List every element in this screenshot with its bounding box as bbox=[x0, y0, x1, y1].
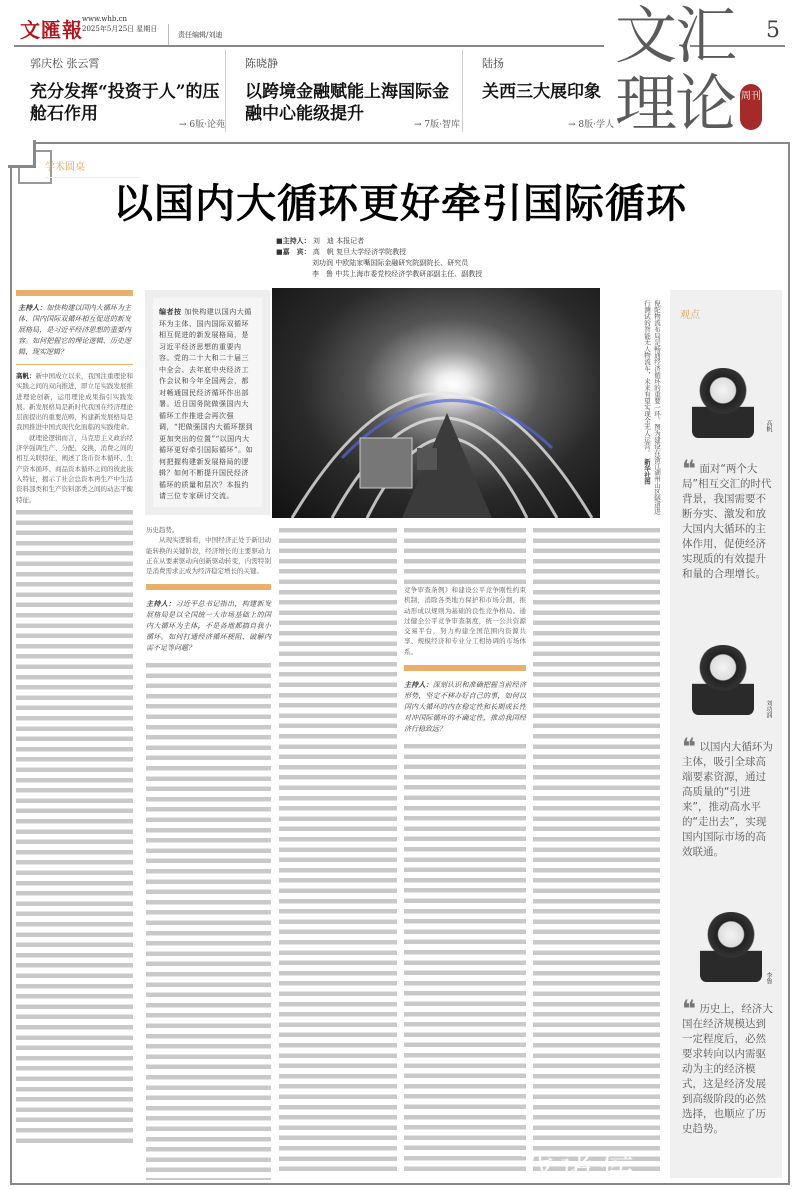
teaser-3[interactable] bbox=[482, 55, 614, 130]
column-tag: 学术圆桌 bbox=[45, 158, 140, 178]
teaser-author: 陆扬 bbox=[482, 57, 504, 70]
quote-mark-icon: ❝ bbox=[682, 733, 697, 761]
participant: ■嘉 宾： 高 帆 复旦大学经济学院教授 bbox=[276, 248, 407, 256]
body-text-continued bbox=[404, 741, 526, 1171]
participant: 刘功润 中欧陆家嘴国际金融研究院副院长、研究员 bbox=[312, 259, 469, 267]
teaser-page-ref[interactable]: → 8版·学人 bbox=[568, 120, 614, 130]
newspaper-logo: 文匯報 bbox=[20, 18, 83, 42]
weekly-seal: 周刊 bbox=[740, 84, 762, 130]
pull-quote: ❝ 历史上，经济大国在经济规模达到一定程度后，必然要求转向以内需驱动为主的经济模式，这是经济发展到高级阶段的必然选择，也顺应了历史趋势。 bbox=[682, 995, 773, 1135]
photo-caption: 倪陀物流布局是畅通经济循环的重要一环。图为建设在浙江湖州山区隧道进行测试的智能无人物流车，未来有望实现全无人运营。 新华社图 bbox=[643, 300, 661, 515]
body-text-continued bbox=[146, 660, 271, 1180]
body-column-2 bbox=[146, 525, 271, 1180]
teaser-author: 郭庆松 张云霄 bbox=[30, 57, 100, 70]
article-title: 以国内大循环更好牵引国际循环 bbox=[113, 181, 687, 227]
supplement-masthead: 文汇 理论 bbox=[615, 0, 736, 140]
teaser-page-ref[interactable]: → 6版·论苑 bbox=[179, 120, 225, 130]
host-question: 主持人：习近平总书记指出，构建新发展格局是以全国统一大市场基础上的国内大循环为主体，不是各地都搞自我小循环。如何打通经济循环梗阻、破解内需不足等问题？ bbox=[146, 599, 271, 653]
editor-note-text: 加快构建以国内大循环为主体、国内国际双循环相互促进的新发展格局，是习近平经济思想的重要内容。党的二十大和二十届三中全会、去年底中央经济工作会议和今年全国两会，都对畅通国民经济循环作出部署。近日国务院做强国内大循环工作推进会再次强调，“把做强国内大循环摆到更加突出的位置”“以国内大循环更好牵引国际循环”。如何把握构建新发展格局的逻辑？如何不断提升国民经济循环的质量和层次？本报约请三位专家研讨交流。 bbox=[159, 308, 254, 500]
tunnel-photo bbox=[272, 288, 600, 518]
photo-illustration bbox=[272, 288, 600, 518]
editor-credit: 责任编辑/刘迪 bbox=[178, 31, 223, 39]
host-question: 主持人：加快构建以国内大循环为主体、国内国际双循环相互促进的新发展格局，是习近平经济思想的重要内容。如何把握它的理论逻辑、历史逻辑、现实逻辑？ bbox=[16, 296, 133, 365]
teaser-1[interactable] bbox=[30, 55, 225, 130]
pull-quote: ❝ 面对“两个大局”相互交汇的时代背景，我国需要不断夯实、激发和放大国内大循环的主体作用，促使经济实现质的有效提升和量的合理增长。 bbox=[682, 455, 772, 580]
body-column-5 bbox=[533, 525, 660, 1175]
body-text-continued bbox=[404, 525, 526, 585]
divider bbox=[225, 50, 226, 132]
avatar bbox=[692, 368, 754, 438]
paragraph: 竞争审查条例》和建设公平竞争刚性约束机制，消除各类地方保护和市场分割，推动形成以规则为基础的良性竞争格局。通过健全公平竞争审查制度，统一公共资源交易平台，努力构建全国范围内资源共享、规模经济和专业分工相协调的市场体系。 bbox=[404, 586, 526, 656]
sidebar-tag: 观点 bbox=[680, 310, 700, 321]
editor-note-label: 编者按 bbox=[159, 307, 182, 316]
expert-name: 李鲁 bbox=[765, 972, 772, 984]
divider bbox=[168, 24, 169, 46]
avatar bbox=[692, 645, 754, 715]
participant: ■主持人： 刘 迪 本报记者 bbox=[276, 237, 365, 245]
host-question: 主持人：深刻认识和准确把握当前经济形势，坚定不移办好自己的事，如何以国内大循环的内在稳定性和长期成长性对冲国际循环的不确定性，推动我国经济行稳致远？ bbox=[404, 680, 526, 734]
participant-list bbox=[276, 236, 482, 280]
teaser-author: 陈晓静 bbox=[245, 57, 278, 70]
editor-note-box bbox=[145, 290, 270, 515]
teaser-2[interactable] bbox=[245, 55, 460, 130]
pull-quote: ❝ 以国内大循环为主体，吸引全球高端要素资源，通过高质量的“引进来”，推动高水平的“走出去”，实现国内国际市场的高效联通。 bbox=[682, 733, 773, 858]
paragraph: 从现实逻辑看，中国经济正处于新旧动能转换的关键阶段，经济增长的主要驱动力正在从要素驱动向创新驱动转变，内需特别是消费需求正成为经济稳定增长的关键。 bbox=[146, 536, 271, 576]
issue-date: 2025年5月25日 星期日 bbox=[82, 25, 158, 33]
accent-bar bbox=[404, 665, 526, 671]
quote-mark-icon: ❝ bbox=[682, 455, 697, 483]
corner-ornament bbox=[8, 140, 36, 168]
divider bbox=[462, 50, 463, 132]
photo-credit: 新华社图 bbox=[643, 458, 651, 485]
teaser-page-ref[interactable]: → 7版·智库 bbox=[414, 120, 460, 130]
expert-name: 高帆 bbox=[765, 420, 772, 432]
avatar bbox=[700, 912, 762, 982]
body-column-1 bbox=[16, 290, 133, 1147]
teaser-headline[interactable]: 关西三大展印象 bbox=[482, 82, 601, 102]
body-column-4 bbox=[404, 525, 526, 1171]
site-url[interactable]: www.whb.cn bbox=[82, 15, 128, 23]
paragraph: 高帆：新中国成立以来，我国注重理论和实践之间的双向推进，即立足实践发展推进理论创新，运用理论成果指引实践发展。新发展格局是新时代我国在经济理论层面提出的重要范畴，构建新发展格局是我国推进中国式现代化面临的实践使命。 bbox=[16, 372, 133, 432]
teaser-headline[interactable]: 充分发挥“投资于人”的压舱石作用 bbox=[30, 82, 220, 124]
body-text-continued bbox=[16, 507, 133, 1147]
body-column-3 bbox=[279, 525, 397, 1175]
page-number: 5 bbox=[766, 18, 780, 43]
quote-mark-icon: ❝ bbox=[682, 995, 697, 1023]
watermark: 戏诸侯 bbox=[520, 1148, 640, 1188]
divider bbox=[14, 45, 604, 47]
paragraph: 就理论逻辑而言，马克思主义政治经济学强调生产、分配、交换、消费之间的相互关联特征，阐述了货币资本循环、生产资本循环、商品资本循环之间的彼此嵌入特征，揭示了社会总资本再生产中生活资料部类和生产资料部类之间的动态平衡特征。 bbox=[16, 433, 133, 504]
accent-bar bbox=[146, 584, 271, 590]
teaser-headline[interactable]: 以跨境金融赋能上海国际金融中心能级提升 bbox=[245, 82, 449, 124]
expert-name: 刘功润 bbox=[765, 700, 772, 718]
participant: 李 鲁 中共上海市委党校经济学教研部副主任、副教授 bbox=[312, 270, 483, 278]
paragraph: 历史趋势。 bbox=[146, 526, 179, 534]
masthead-info bbox=[82, 14, 157, 34]
